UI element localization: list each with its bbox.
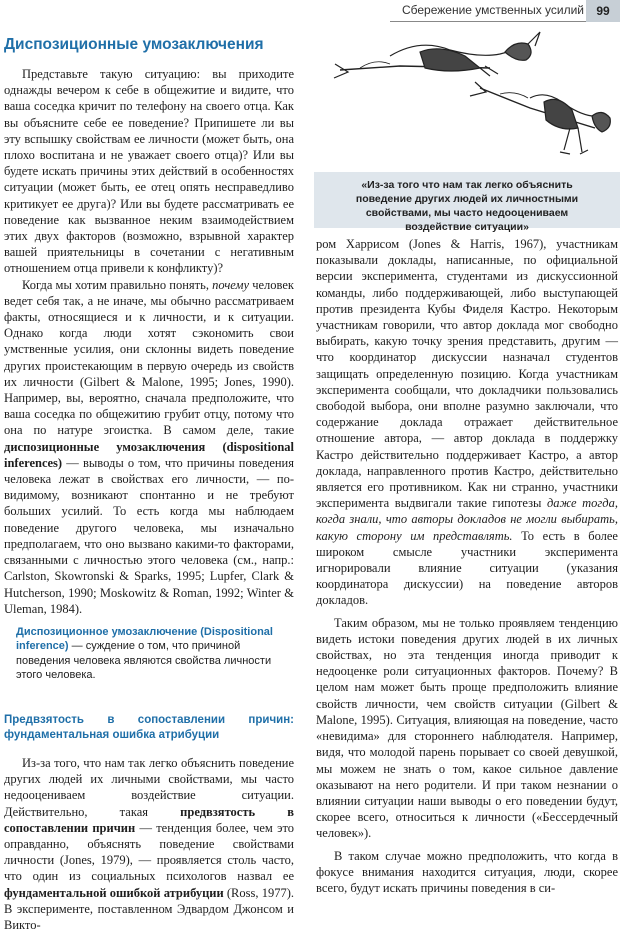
- running-title: Сбережение умственных усилий: [401, 3, 584, 17]
- definition-term: Диспозиционное умозаключение (Dispositional inference): [16, 625, 273, 653]
- header-rule: [390, 21, 586, 22]
- page-number: 99: [586, 0, 620, 22]
- witch-figure-2: [470, 82, 610, 154]
- subheading: Предвзятость в сопоставлении причин: фундаментальная ошибка атрибуции: [4, 713, 294, 741]
- figure-caption: «Из-за того что нам так легко объяснить поведение других людей их личностными свойствами, мы часто недооцениваем воздействие ситуации»: [355, 179, 579, 233]
- paragraph: Из-за того, что нам так легко объяснить поведение других людей их личными свойствами, мы часто недооцениваем воздействие ситуации. Действительно, такая предвзятость в сопоставлении причин — тенденция более, чем это оправданно, объяснять поведение свойствами личности (Jones, 1979), — проявляется столь часто, что один из социальных психологов назвал ее фундаментальной ошибкой атрибуции (Ross, 1977). В эксперименте, поставленном Эдвардом Джонсом и Викто-: [4, 755, 294, 932]
- right-column: [316, 236, 618, 896]
- figure-caption-box: [314, 172, 620, 233]
- definition-text: — суждение о том, что причиной поведения человека являются свойства личности этого человека.: [16, 640, 272, 682]
- paragraph: ром Харрисом (Jones & Harris, 1967), участникам показывали доклады, написанные, по официальной версии эксперимента, студентами из дискуссионной команды, либо поддерживающей, либо выступающей против президента Кубы Фиделя Кастро. Некоторым участникам говорили, что автор доклада мог свободно выбирать, какую точку зрения представить, другим — что координатор дискуссии назначал студентов защищать определенную позицию. Когда участникам эксперимента сообщали, что докладчики пользовались свободой выбора, они вполне разумно заключали, что содержание доклада отражает действительное отношение автора, — автор доклада в поддержку Кастро действительно поддерживает Кастро, а автор доклада, направленного против Кастро, действительно является его противником. Как ни странно, участники эксперимента выдвигали такие гипотезы даже тогда, когда знали, что авторы докладов не могли выбирать, какую сторону им представлять. То есть в более широком смысле участники эксперимента игнорировали влияние ситуации (указания координатора дискуссии) на поведение авторов докладов.: [316, 237, 618, 608]
- page-header: [0, 0, 620, 22]
- paragraph: В таком случае можно предположить, что когда в фокусе внимания находится ситуация, люди, скорее всего, будут искать причины поведения в си-: [316, 848, 618, 895]
- illustration: [330, 28, 615, 178]
- paragraph: Таким образом, мы не только проявляем тенденцию видеть истоки поведения других людей в их личных свойствах, но эта тенденция иногда приводит к недооценке роли ситуационных факторов. Почему? В целом нам может быть проще предположить влияние свойств личности, чем свойств ситуации (Gilbert & Malone, 1995). Ситуация, влияющая на поведение, часто «невидима» для стороннего наблюдателя. Например, видя, что молодой парень порывает со своей девушкой, мы можем не знать о том, какое сильное давление оказывают на него родители. И при таком незнании о влиянии ситуации наши выводы о его поведении будут, скорее всего, относиться к личности («Бессердечный человек»).: [316, 615, 618, 841]
- paragraph: Представьте такую ситуацию: вы приходите однажды вечером к себе в общежитие и видите, что ваша соседка кричит по телефону на своего отца. Как вы объясните себе ее поведение? Припишете ли вы эту вспышку свойствам ее личности (может быть, она плохо воспитана и не уважает своего отца)? Или вы будете искать причины этих действий в особенностях ситуации (может быть, ее отец опять несправедливо критикует ее друга)? Или вы будете рассматривать ее поведение как вызванное неким взаимодействием этих двух факторов (возможно, взрывной характер вашей приятельницы в сочетании с негативным отношением отца привели к конфликту)?: [4, 67, 294, 276]
- left-column: [4, 66, 294, 933]
- definition-box: [16, 625, 294, 683]
- paragraph: Когда мы хотим правильно понять, почему человек ведет себя так, а не иначе, мы обычно рассматриваем факты, относящиеся и к личности, и к ситуации. Однако когда люди хотят сэкономить свои умственные усилия, они склонны видеть поведение других проистекающим в первую очередь из свойств их личности (Gilbert & Malone, 1995; Jones, 1990). Например, вы, вероятно, сначала предположите, что ваша соседка по общежитию грубит отцу, потому что она по натуре эгоистка. В самом деле, такие диспозиционные умозаключения (dispositional inferences) — выводы о том, что причины поведения человека лежат в свойствах его личности, — по-видимому, возникают спонтанно и не требуют больших усилий. То есть когда мы наблюдаем поведение другого человека, мы изначально предполагаем, что оно вызвано какими-то факторами, связанными с личностью этого человека (см., напр.: Carlston, Skowronski & Sparks, 1995; Lupfer, Clark & Hutcherson, 1990; Moskowitz & Roman, 1992; Winter & Uleman, 1984).: [4, 277, 294, 616]
- section-title: Диспозиционные умозаключения: [4, 36, 264, 53]
- witch-figure-1: [334, 32, 540, 78]
